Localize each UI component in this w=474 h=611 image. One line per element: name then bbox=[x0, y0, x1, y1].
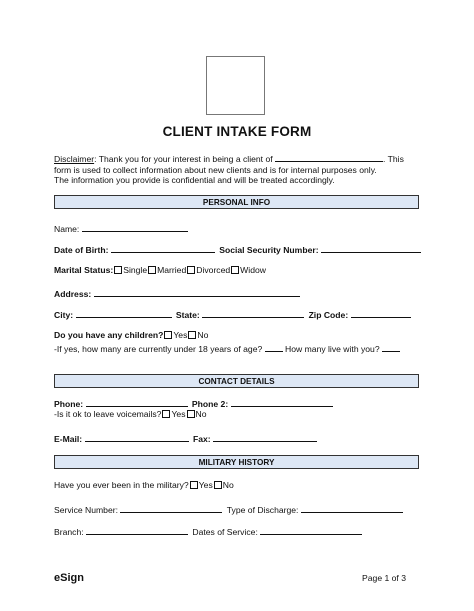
name-row bbox=[54, 222, 188, 234]
children-under18-field[interactable] bbox=[265, 342, 283, 352]
section-contact-details: CONTACT DETAILS bbox=[54, 374, 419, 388]
single-checkbox[interactable] bbox=[114, 266, 122, 274]
phone2-label: Phone 2: bbox=[191, 399, 229, 409]
voicemail-no-checkbox[interactable] bbox=[187, 410, 195, 418]
dates-field[interactable] bbox=[260, 525, 362, 535]
form-title: CLIENT INTAKE FORM bbox=[162, 124, 312, 139]
city-label: City: bbox=[54, 310, 74, 320]
children-label: Do you have any children? bbox=[54, 330, 164, 340]
voicemail-row: -Is it ok to leave voicemails? Yes No bbox=[54, 409, 207, 419]
military-yes-checkbox[interactable] bbox=[190, 481, 198, 489]
address-field[interactable] bbox=[94, 287, 300, 297]
disclaimer-label: Disclaimer bbox=[54, 154, 95, 164]
ssn-field[interactable] bbox=[321, 243, 421, 253]
dob-row bbox=[54, 243, 421, 255]
service-number-label: Service Number: bbox=[54, 505, 118, 515]
address-label: Address: bbox=[54, 289, 92, 299]
email-field[interactable] bbox=[85, 432, 189, 442]
email-row bbox=[54, 432, 317, 444]
name-field[interactable] bbox=[82, 222, 188, 232]
name-label: Name: bbox=[54, 224, 80, 234]
children-yes-checkbox[interactable] bbox=[164, 331, 172, 339]
children-live-field[interactable] bbox=[382, 342, 400, 352]
page-number: Page 1 of 3 bbox=[362, 573, 406, 583]
email-label: E-Mail: bbox=[54, 434, 83, 444]
military-no-checkbox[interactable] bbox=[214, 481, 222, 489]
logo-placeholder bbox=[206, 56, 265, 115]
phone-field[interactable] bbox=[86, 397, 188, 407]
divorced-checkbox[interactable] bbox=[187, 266, 195, 274]
branch-row bbox=[54, 525, 362, 537]
address-row bbox=[54, 287, 300, 299]
brand-logo: eSign bbox=[54, 572, 84, 584]
state-label: State: bbox=[175, 310, 200, 320]
marital-row: Marital Status: Single Married Divorced Widow bbox=[54, 265, 266, 275]
ssn-label: Social Security Number: bbox=[219, 245, 319, 255]
military-row: Have you ever been in the military? Yes No bbox=[54, 480, 234, 490]
fax-field[interactable] bbox=[213, 432, 317, 442]
phone-row bbox=[54, 397, 333, 409]
phone-label: Phone: bbox=[54, 399, 84, 409]
fax-label: Fax: bbox=[192, 434, 211, 444]
widow-checkbox[interactable] bbox=[231, 266, 239, 274]
city-row bbox=[54, 308, 411, 320]
married-checkbox[interactable] bbox=[148, 266, 156, 274]
children-count-row bbox=[54, 342, 400, 354]
discharge-field[interactable] bbox=[301, 503, 403, 513]
dob-label: Date of Birth: bbox=[54, 245, 109, 255]
discharge-label: Type of Discharge: bbox=[226, 505, 299, 515]
marital-label: Marital Status: bbox=[54, 265, 114, 275]
city-field[interactable] bbox=[76, 308, 172, 318]
disclaimer-text: Disclaimer: Thank you for your interest in being a client of . This form is used to collect information about new clients and is for internal purposes only. The information you provide is confidential and will be treated accordingly. bbox=[54, 154, 404, 185]
section-military-history: MILITARY HISTORY bbox=[54, 455, 419, 469]
service-row bbox=[54, 503, 403, 515]
phone2-field[interactable] bbox=[231, 397, 333, 407]
section-personal-info: PERSONAL INFO bbox=[54, 195, 419, 209]
children-row: Do you have any children? Yes No bbox=[54, 330, 209, 340]
voicemail-label: -Is it ok to leave voicemails? bbox=[54, 409, 162, 419]
company-name-field[interactable] bbox=[275, 152, 383, 162]
state-field[interactable] bbox=[202, 308, 304, 318]
branch-label: Branch: bbox=[54, 527, 84, 537]
military-label: Have you ever been in the military? bbox=[54, 480, 189, 490]
children-no-checkbox[interactable] bbox=[188, 331, 196, 339]
children-under18-label: -If yes, how many are currently under 18 years of age? bbox=[54, 344, 263, 354]
dob-field[interactable] bbox=[111, 243, 215, 253]
dates-label: Dates of Service: bbox=[192, 527, 258, 537]
zip-field[interactable] bbox=[351, 308, 411, 318]
service-number-field[interactable] bbox=[120, 503, 222, 513]
branch-field[interactable] bbox=[86, 525, 188, 535]
voicemail-yes-checkbox[interactable] bbox=[162, 410, 170, 418]
children-live-label: How many live with you? bbox=[285, 344, 380, 354]
zip-label: Zip Code: bbox=[308, 310, 349, 320]
